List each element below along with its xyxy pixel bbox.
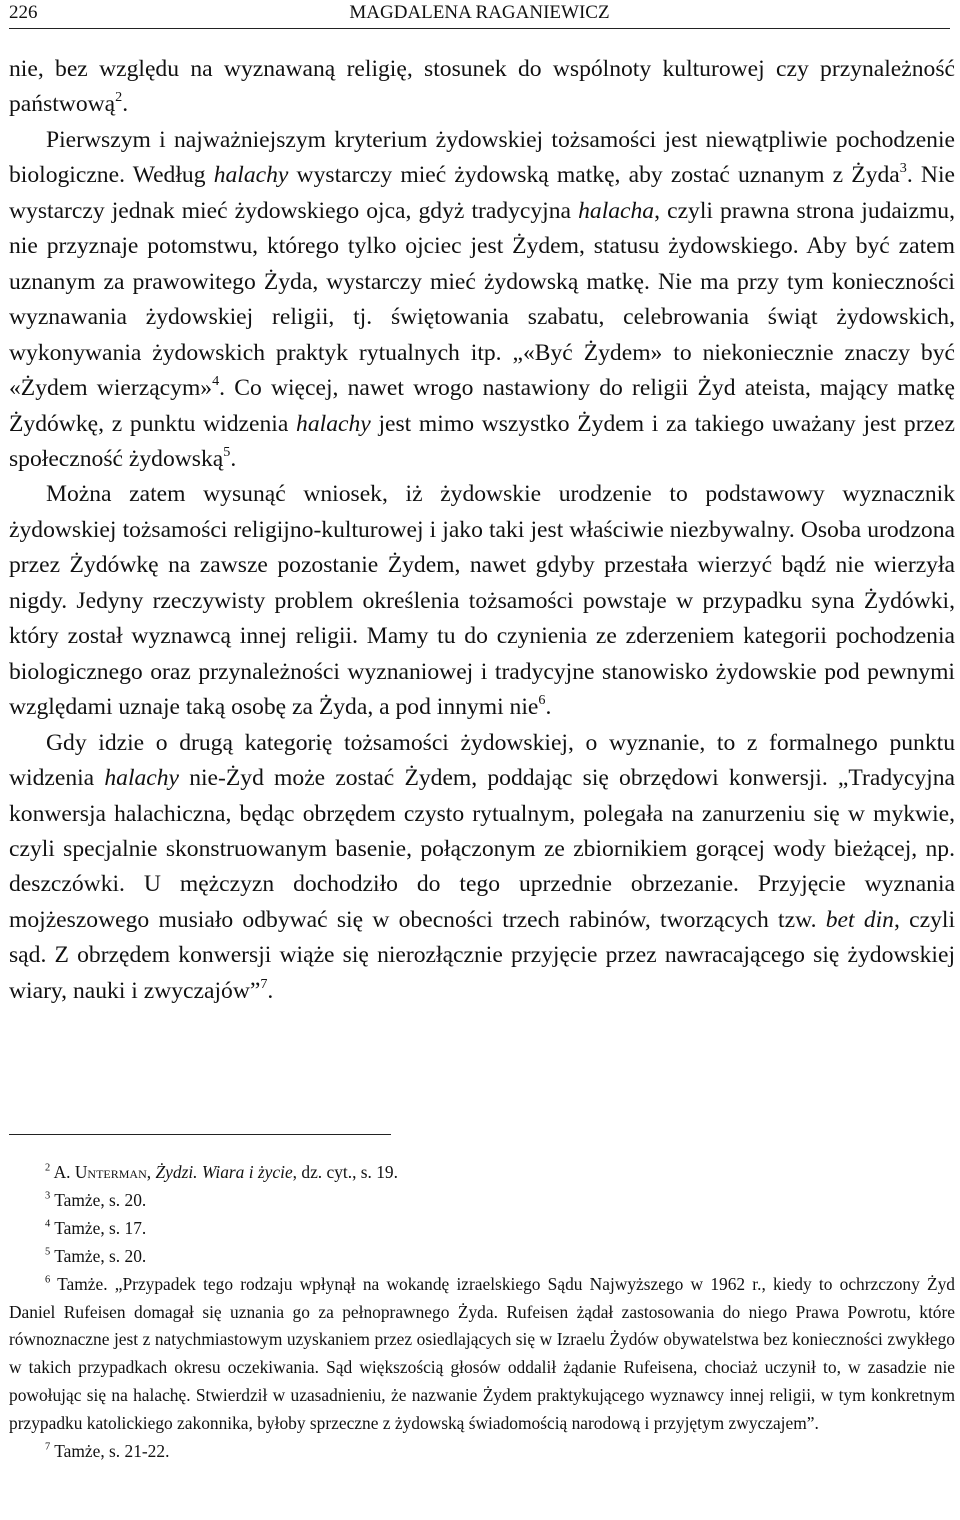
footnote-ref-6[interactable]: 6 [538,691,546,708]
running-head: MAGDALENA RAGANIEWICZ [349,2,610,23]
text-run: . [122,91,129,118]
footnote-7 [9,1438,955,1466]
footnotes [9,1159,955,1466]
text-run: wystarczy mieć żydowską matkę, aby zostać uznanym z Żyda [288,162,900,189]
footnote-4 [9,1215,955,1243]
text-run: Gdy idzie o drugą kategorię tożsamości żydowskiej, o wyznanie, to z formalnego punktu widzenia [9,729,955,792]
text-run: . [267,977,274,1004]
text-run: nie, bez względu na wyznawaną religię, stosunek do wspólnoty kulturowej czy przynależność państwową [9,56,955,118]
footnote-ref-3[interactable]: 3 [899,160,907,177]
page-number: 226 [9,2,38,23]
footnote-3 [9,1187,955,1215]
text-run: jest mimo wszystko Żydem i za takiego uważany jest przez społeczność żydowską [9,410,955,472]
author-name: Unterman [74,1162,147,1182]
text-run: nie-Żyd może zostać Żydem, poddając się obrzędowi konwersji. „Tradycyjna konwersja halachiczna, będąc obrzędem czysto rytualnym, polegała na zanurzeniu się w mykwie, czyli specjalnie skonstruowanym basenie, połączonym ze zbiornikiem gorącej wody bieżącej, np. deszczówki. U mężczyzn dochodziło do tego uprzednie obrzezanie. Przyjęcie wyznania mojżeszowego musiało odbywać się w obecności trzech rabinów, tworzących tzw. [9,765,956,933]
footnote-text: Tamże, s. 17. [50,1217,147,1238]
footnote-number: 7 [45,1441,51,1453]
text-run: . Nie wystarczy jednak mieć żydowskiego ojca, gdyż tradycyjna [9,162,955,224]
footnote-number: 4 [45,1218,51,1230]
text-run: . [230,445,237,472]
text-run: , czyli prawna strona judaizmu, nie przyznaje potomstwu, którego tylko ojciec jest Żydem, statusu żydowskiego. Aby być zatem uznanym za prawowitego Żyda, wystarczy mieć żydowską matkę. Nie ma przy tym konieczności wyznawania żydowskiej religii, tj. świętowania szabatu, celebrowania świąt żydowskich, wykonywania żydowskich praktyk rytualnych itp. „«Być Żydem» to niekoniecznie znaczy być «Żydem wierzącym» [9,197,955,402]
footnote-2 [9,1159,955,1187]
footnote-separator [9,1134,391,1135]
footnote-text: , dz. cyt., s. 19. [292,1162,398,1182]
italic-term: halachy [213,162,289,189]
italic-term: halacha [578,197,655,224]
footnote-5 [9,1243,955,1271]
footnote-text: A. [50,1162,75,1182]
footnote-6 [9,1271,955,1438]
text-run: . [545,694,552,721]
italic-term: halachy [296,410,371,437]
text-run: , czyli sąd. Z obrzędem konwersji wiąże się nierozłącznie przyjęcie przez nawracającego się żydowskiej wiary, nauki i zwyczajów” [9,906,955,1004]
paragraph-1 [9,52,955,123]
paragraph-4 [9,726,955,1010]
footnote-ref-7[interactable]: 7 [260,975,268,992]
body-text [9,52,955,1009]
footnote-text: Tamże, s. 20. [50,1245,147,1266]
page-header [9,0,950,29]
footnote-number: 5 [45,1246,51,1258]
footnote-ref-5[interactable]: 5 [223,443,231,460]
footnote-text: Tamże, s. 20. [50,1189,147,1210]
footnote-text: , [146,1162,156,1182]
text-run: . Co więcej, nawet wrogo nastawiony do religii Żyd ateista, mający matkę Żydówkę, z punktu widzenia [9,375,955,437]
paragraph-2 [9,123,955,478]
footnote-text: Tamże, s. 21-22. [50,1441,170,1462]
footnote-ref-4[interactable]: 4 [212,372,220,389]
footnote-number: 2 [45,1162,51,1174]
text-run: Pierwszym i najważniejszym kryterium żydowskiej tożsamości jest niewątpliwie pochodzenie biologiczne. Według [9,126,955,189]
footnote-number: 3 [45,1190,51,1202]
footnote-text: Tamże. „Przypadek tego rodzaju wpłynął na wokandę izraelskiego Sądu Najwyższego w 1962 r., kiedy to ochrzczony Żyd Daniel Rufeisen domagał się uznania go za pełnoprawnego Żyda. Rufeisen żądał zastosowania do niego Prawa Powrotu, które równoznaczne jest z natychmiastowym uzyskaniem przez osiedlających się w Izraelu Żydów obywatelstwa bez konieczności zwykłego w takich przypadkach okresu oczekiwania. Sąd większością głosów oddalił żądanie Rufeisena, chociaż uczynił to, w zasadzie nie powołując się na halachę. Stwierdził w uzasadnieniu, że nazwanie Żydem praktykującego wyznawcy innej religii, w tym konkretnym przypadku katolickiego zakonnika, byłoby sprzeczne z żydowską świadomością narodową i przyjętym zwyczajem”. [9,1273,955,1434]
footnote-number: 6 [45,1274,51,1286]
italic-term: bet din [825,906,894,933]
italic-term: halachy [104,765,180,792]
book-title: Żydzi. Wiara i życie [155,1162,293,1182]
footnote-ref-2[interactable]: 2 [115,89,123,106]
text-run: Można zatem wysunąć wniosek, iż żydowskie urodzenie to podstawowy wyznacznik żydowskiej tożsamości religijno-kulturowej i jako taki jest właściwie niezbywalny. Osoba urodzona przez Żydówkę na zawsze pozostanie Żydem, nawet gdyby przestała wierzyć bądź nie wierzyła nigdy. Jedyny rzeczywisty problem określenia tożsamości powstaje w przypadku syna Żydówki, który został wyznawcą innej religii. Mamy tu do czynienia ze zderzeniem kategorii pochodzenia biologicznego oraz przynależności wyznaniowej i tradycyjne stanowisko żydowskie pod pewnymi względami uznaje taką osobę za Żyda, a pod innymi nie [9,481,955,721]
paragraph-3 [9,477,955,725]
